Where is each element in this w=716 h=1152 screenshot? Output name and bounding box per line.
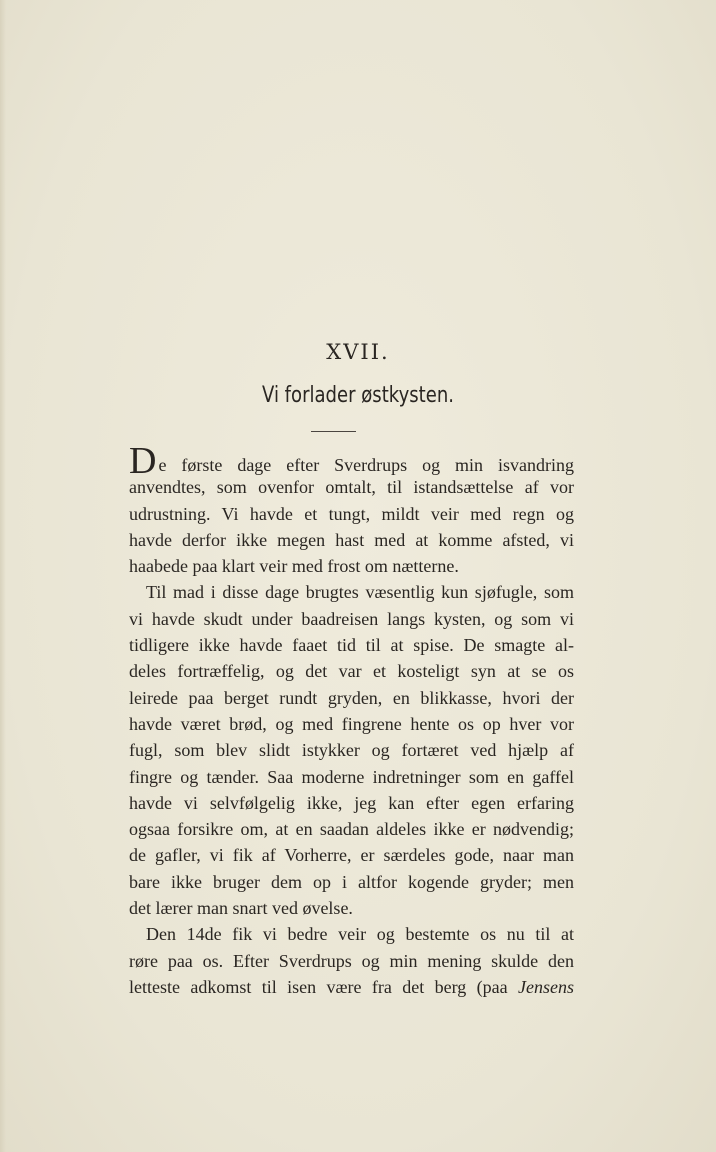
title-divider <box>311 431 356 432</box>
text-line: fugl, som blev slidt istykker og fortæret ved hjælp af <box>129 740 574 761</box>
text-line: ogsaa forsikre om, at en saadan aldeles ikke er nødvendig; <box>129 819 574 840</box>
body-text <box>129 440 575 1000</box>
text-line: havde derfor ikke megen hast med at komme afsted, vi <box>129 529 574 550</box>
text-line: vi havde skudt under baadreisen langs kysten, og som vi <box>129 608 574 629</box>
text-line: De første dage efter Sverdrups og min isvandring <box>129 440 574 482</box>
text-line: det lærer man snart ved øvelse. <box>129 898 353 919</box>
text-line: havde været brød, og med fingrene hente os op hver vor <box>129 713 574 734</box>
text-line: haabede paa klart veir med frost om nætterne. <box>129 556 459 577</box>
text-line: tidligere ikke havde faaet tid til at spise. De smagte al- <box>129 635 574 656</box>
text-line: bare ikke bruger dem op i altfor kogende gryder; men <box>129 871 574 892</box>
text-line: udrustning. Vi havde et tungt, mildt veir med regn og <box>129 503 574 524</box>
drop-cap: D <box>129 440 157 482</box>
text-line: Den 14de fik vi bedre veir og bestemte os nu til at <box>146 924 574 945</box>
text-line: leirede paa berget rundt gryden, en blikkasse, hvori der <box>129 687 574 708</box>
page-edge-shadow <box>0 0 6 1152</box>
text-line: fingre og tænder. Saa moderne indretninger som en gaffel <box>129 766 574 787</box>
text-line: havde vi selvfølgelig ikke, jeg kan efter egen erfaring <box>129 792 574 813</box>
text-line: Til mad i disse dage brugtes væsentlig kun sjøfugle, som <box>146 582 574 603</box>
text-line: de gafler, vi fik af Vorherre, er særdeles gode, naar man <box>129 845 574 866</box>
text-line: anvendtes, som ovenfor omtalt, til istandsættelse af vor <box>129 477 574 498</box>
text-line: røre paa os. Efter Sverdrups og min mening skulde den <box>129 950 574 971</box>
text-line: letteste adkomst til isen være fra det berg (paa Jensens <box>129 976 575 997</box>
italic-word: Jensens <box>518 976 575 997</box>
chapter-title: Vi forlader østkysten. <box>261 383 454 408</box>
text-line: deles fortræffelig, og det var et kosteligt syn at se os <box>129 661 574 682</box>
chapter-number: XVII. <box>326 340 390 364</box>
